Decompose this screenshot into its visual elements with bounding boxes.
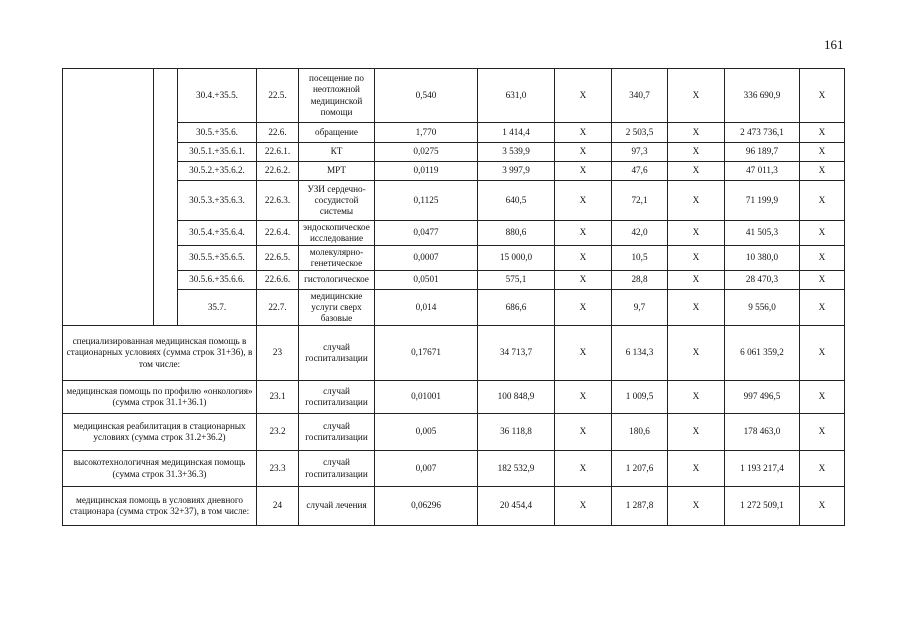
unit-of-measure: случай госпитализации (299, 451, 375, 487)
per-capita-value: 180,6 (612, 414, 668, 451)
table-row (63, 487, 845, 526)
norm-value: 0,0119 (375, 162, 478, 181)
table-row (63, 143, 845, 162)
table-row (63, 181, 845, 221)
row-code: 30.5.6.+35.6.6. (178, 271, 257, 290)
table-row (63, 123, 845, 143)
main-row-group (63, 326, 845, 526)
norm-value: 1,770 (375, 123, 478, 143)
x-mark: X (555, 181, 612, 221)
total-value: 47 011,3 (725, 162, 800, 181)
row-code: 30.5.+35.6. (178, 123, 257, 143)
row-code: 30.5.4.+35.6.4. (178, 221, 257, 246)
line-number: 22.7. (257, 290, 299, 326)
total-value: 28 470,3 (725, 271, 800, 290)
total-value: 178 463,0 (725, 414, 800, 451)
norm-value: 0,1125 (375, 181, 478, 221)
per-capita-value: 42,0 (612, 221, 668, 246)
x-mark: X (800, 451, 845, 487)
total-value: 71 199,9 (725, 181, 800, 221)
per-capita-value: 1 207,6 (612, 451, 668, 487)
x-mark: X (800, 69, 845, 123)
unit-cost: 182 532,9 (478, 451, 555, 487)
x-mark: X (668, 487, 725, 526)
x-mark: X (555, 162, 612, 181)
line-number: 22.5. (257, 69, 299, 123)
total-value: 96 189,7 (725, 143, 800, 162)
per-capita-value: 1 009,5 (612, 381, 668, 414)
total-value: 9 556,0 (725, 290, 800, 326)
unit-cost: 36 118,8 (478, 414, 555, 451)
x-mark: X (800, 246, 845, 271)
tariff-table (62, 68, 845, 526)
total-value: 336 690,9 (725, 69, 800, 123)
per-capita-value: 28,8 (612, 271, 668, 290)
x-mark: X (668, 246, 725, 271)
per-capita-value: 2 503,5 (612, 123, 668, 143)
unit-of-measure: случай госпитализации (299, 381, 375, 414)
x-mark: X (800, 414, 845, 451)
x-mark: X (800, 123, 845, 143)
table-row (63, 271, 845, 290)
x-mark: X (800, 271, 845, 290)
line-number: 22.6.6. (257, 271, 299, 290)
row-code: 30.5.5.+35.6.5. (178, 246, 257, 271)
x-mark: X (555, 451, 612, 487)
line-number: 23.3 (257, 451, 299, 487)
row-label: медицинская помощь в условиях дневного стационара (сумма строк 32+37), в том числе: (63, 487, 257, 526)
norm-value: 0,0275 (375, 143, 478, 162)
line-number: 22.6. (257, 123, 299, 143)
norm-value: 0,0501 (375, 271, 478, 290)
x-mark: X (668, 162, 725, 181)
total-value: 10 380,0 (725, 246, 800, 271)
row-code: 30.5.3.+35.6.3. (178, 181, 257, 221)
x-mark: X (800, 381, 845, 414)
unit-cost: 1 414,4 (478, 123, 555, 143)
line-number: 24 (257, 487, 299, 526)
unit-of-measure: гистологическое (299, 271, 375, 290)
unit-cost: 100 848,9 (478, 381, 555, 414)
line-number: 22.6.5. (257, 246, 299, 271)
norm-value: 0,01001 (375, 381, 478, 414)
row-code: 35.7. (178, 290, 257, 326)
x-mark: X (668, 221, 725, 246)
subrow-group (63, 69, 845, 326)
x-mark: X (668, 414, 725, 451)
per-capita-value: 72,1 (612, 181, 668, 221)
unit-of-measure: обращение (299, 123, 375, 143)
per-capita-value: 10,5 (612, 246, 668, 271)
norm-value: 0,007 (375, 451, 478, 487)
line-number: 22.6.1. (257, 143, 299, 162)
per-capita-value: 6 134,3 (612, 326, 668, 381)
total-value: 2 473 736,1 (725, 123, 800, 143)
x-mark: X (668, 181, 725, 221)
line-number: 22.6.2. (257, 162, 299, 181)
x-mark: X (555, 123, 612, 143)
unit-cost: 686,6 (478, 290, 555, 326)
unit-cost: 20 454,4 (478, 487, 555, 526)
x-mark: X (555, 326, 612, 381)
unit-cost: 631,0 (478, 69, 555, 123)
total-value: 1 272 509,1 (725, 487, 800, 526)
per-capita-value: 97,3 (612, 143, 668, 162)
line-number: 22.6.3. (257, 181, 299, 221)
x-mark: X (555, 221, 612, 246)
table-row (63, 246, 845, 271)
x-mark: X (800, 221, 845, 246)
unit-cost: 34 713,7 (478, 326, 555, 381)
x-mark: X (800, 143, 845, 162)
x-mark: X (555, 487, 612, 526)
x-mark: X (668, 290, 725, 326)
x-mark: X (668, 271, 725, 290)
table-row (63, 414, 845, 451)
table-row (63, 451, 845, 487)
unit-cost: 640,5 (478, 181, 555, 221)
table-row (63, 162, 845, 181)
norm-value: 0,06296 (375, 487, 478, 526)
group-cell-empty (154, 69, 178, 326)
table-row (63, 221, 845, 246)
unit-of-measure: случай госпитализации (299, 414, 375, 451)
x-mark: X (555, 246, 612, 271)
x-mark: X (800, 162, 845, 181)
x-mark: X (800, 290, 845, 326)
total-value: 41 505,3 (725, 221, 800, 246)
unit-of-measure: посещение по неотложной медицинской помощи (299, 69, 375, 123)
x-mark: X (555, 69, 612, 123)
total-value: 1 193 217,4 (725, 451, 800, 487)
group-cell-empty (63, 69, 154, 326)
norm-value: 0,17671 (375, 326, 478, 381)
x-mark: X (668, 123, 725, 143)
line-number: 23 (257, 326, 299, 381)
norm-value: 0,014 (375, 290, 478, 326)
row-code: 30.5.2.+35.6.2. (178, 162, 257, 181)
row-label: высокотехнологичная медицинская помощь (сумма строк 31.3+36.3) (63, 451, 257, 487)
unit-of-measure: случай госпитализации (299, 326, 375, 381)
x-mark: X (668, 381, 725, 414)
norm-value: 0,0007 (375, 246, 478, 271)
row-code: 30.5.1.+35.6.1. (178, 143, 257, 162)
table-row (63, 290, 845, 326)
x-mark: X (800, 487, 845, 526)
x-mark: X (800, 181, 845, 221)
total-value: 6 061 359,2 (725, 326, 800, 381)
table-row (63, 381, 845, 414)
row-code: 30.4.+35.5. (178, 69, 257, 123)
unit-of-measure: молекулярно-генетическое (299, 246, 375, 271)
unit-of-measure: эндоскопическое исследование (299, 221, 375, 246)
unit-cost: 575,1 (478, 271, 555, 290)
unit-of-measure: УЗИ сердечно-сосудистой системы (299, 181, 375, 221)
norm-value: 0,005 (375, 414, 478, 451)
x-mark: X (555, 414, 612, 451)
x-mark: X (668, 69, 725, 123)
unit-of-measure: МРТ (299, 162, 375, 181)
total-value: 997 496,5 (725, 381, 800, 414)
x-mark: X (668, 451, 725, 487)
per-capita-value: 340,7 (612, 69, 668, 123)
x-mark: X (555, 271, 612, 290)
norm-value: 0,540 (375, 69, 478, 123)
per-capita-value: 47,6 (612, 162, 668, 181)
norm-value: 0,0477 (375, 221, 478, 246)
per-capita-value: 1 287,8 (612, 487, 668, 526)
per-capita-value: 9,7 (612, 290, 668, 326)
table-row (63, 69, 845, 123)
x-mark: X (555, 381, 612, 414)
line-number: 23.2 (257, 414, 299, 451)
x-mark: X (668, 326, 725, 381)
row-label: специализированная медицинская помощь в стационарных условиях (сумма строк 31+36), в том числе: (63, 326, 257, 381)
table-row (63, 326, 845, 381)
unit-of-measure: случай лечения (299, 487, 375, 526)
row-label: медицинская помощь по профилю «онкология» (сумма строк 31.1+36.1) (63, 381, 257, 414)
x-mark: X (555, 143, 612, 162)
page-number: 161 (824, 37, 844, 52)
unit-cost: 15 000,0 (478, 246, 555, 271)
line-number: 22.6.4. (257, 221, 299, 246)
x-mark: X (800, 326, 845, 381)
unit-of-measure: медицинские услуги сверх базовые (299, 290, 375, 326)
row-label: медицинская реабилитация в стационарных условиях (сумма строк 31.2+36.2) (63, 414, 257, 451)
x-mark: X (555, 290, 612, 326)
unit-cost: 3 997,9 (478, 162, 555, 181)
line-number: 23.1 (257, 381, 299, 414)
unit-cost: 3 539,9 (478, 143, 555, 162)
unit-of-measure: КТ (299, 143, 375, 162)
unit-cost: 880,6 (478, 221, 555, 246)
x-mark: X (668, 143, 725, 162)
